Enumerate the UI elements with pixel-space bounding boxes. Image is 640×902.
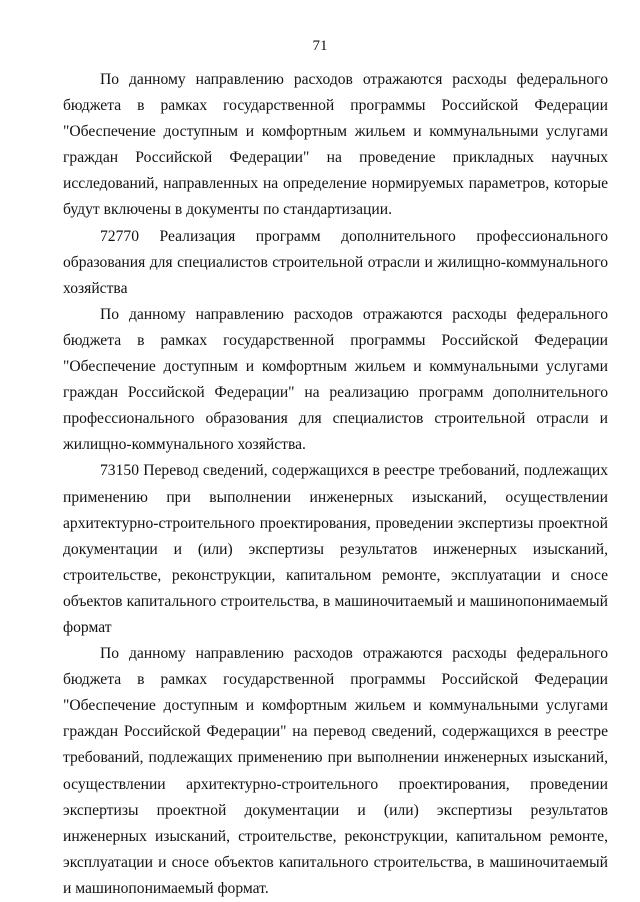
- paragraph-description-3: По данному направлению расходов отражаются расходы федерального бюджета в рамках государственной программы Российской Федерации "Обеспечение доступным и комфортным жильем и коммунальными услугами граждан Российской Федерации" на перевод сведений, содержащихся в реестре требований, подлежащих применению при выполнении инженерных изысканий, осуществлении архитектурно-строительного проектирования, проведении экспертизы проектной документации и (или) экспертизы результатов инженерных изысканий, строительстве, реконструкции, капитальном ремонте, эксплуатации и сносе объектов капитального строительства, в машиночитаемый и машинопонимаемый формат.: [63, 645, 608, 897]
- page-number: 71: [312, 38, 328, 54]
- paragraph-description-1: По данному направлению расходов отражаются расходы федерального бюджета в рамках государственной программы Российской Федерации "Обеспечение доступным и комфортным жильем и коммунальными услугами граждан Российской Федерации" на проведение прикладных научных исследований, направленных на определение нормируемых параметров, которые будут включены в документы по стандартизации.: [63, 71, 608, 219]
- expense-code-heading-73150: 73150 Перевод сведений, содержащихся в реестре требований, подлежащих применению при выполнении инженерных изысканий, осуществлении архитектурно-строительного проектирования, проведении экспертизы проектной документации и (или) экспертизы результатов инженерных изысканий, строительстве, реконструкции, капитальном ремонте, эксплуатации и сносе объектов капитального строительства, в машиночитаемый и машинопонимаемый формат: [63, 462, 608, 636]
- paragraph-description-2: По данному направлению расходов отражаются расходы федерального бюджета в рамках государственной программы Российской Федерации "Обеспечение доступным и комфортным жильем и коммунальными услугами граждан Российской Федерации" на реализацию программ дополнительного профессионального образования для специалистов строительной отрасли и жилищно-коммунального хозяйства.: [63, 305, 608, 454]
- document-body: [63, 67, 608, 902]
- expense-code-heading-72770: 72770 Реализация программ дополнительного профессионального образования для специалистов строительной отрасли и жилищно-коммунального хозяйства: [63, 227, 608, 297]
